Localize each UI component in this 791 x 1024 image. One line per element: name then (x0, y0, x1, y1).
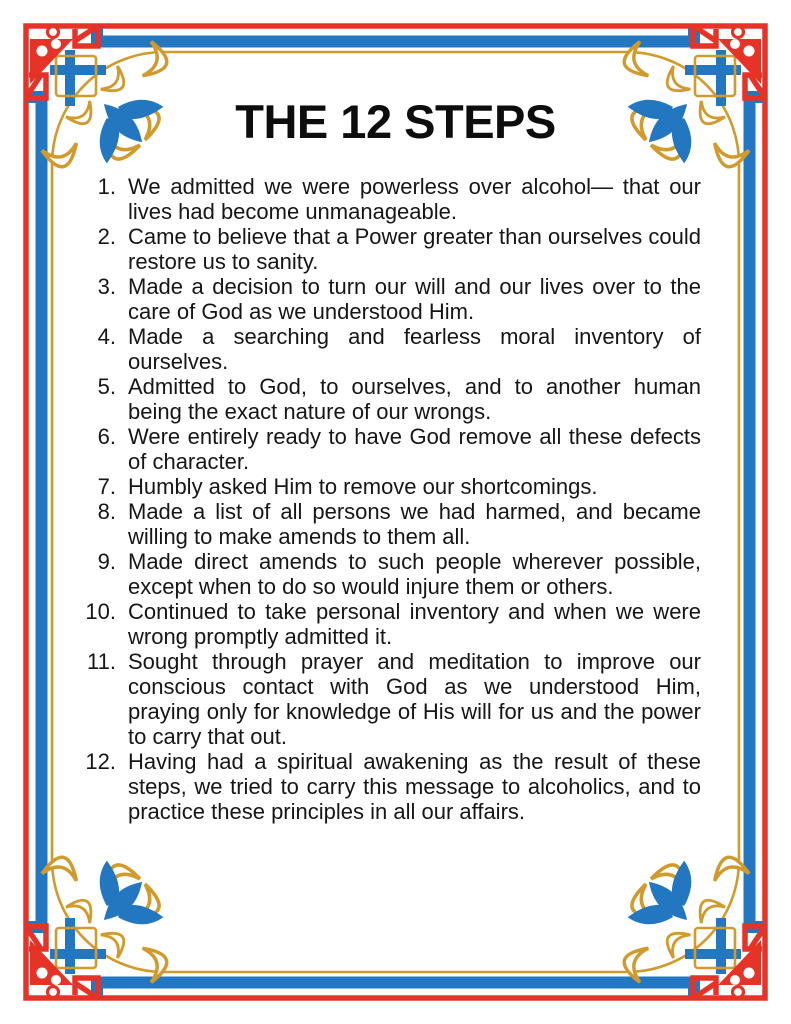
step-number: 8. (97, 499, 116, 525)
step-item-2 (85, 224, 701, 274)
step-number: 1. (97, 174, 116, 200)
step-number: 3. (97, 274, 116, 300)
step-number: 7. (97, 474, 116, 500)
step-item-6 (85, 424, 701, 474)
step-number: 4. (97, 324, 116, 350)
step-item-12 (85, 749, 701, 824)
step-item-11 (85, 649, 701, 749)
step-number: 12. (85, 749, 116, 775)
step-item-3 (85, 274, 701, 324)
step-text: Humbly asked Him to remove our shortcomings. (128, 474, 598, 500)
step-text: Sought through prayer and meditation to improve our conscious contact with God as we understood Him, praying only for knowledge of His will for us and the power to carry that out. (128, 649, 701, 750)
steps-list (85, 174, 701, 824)
step-item-9 (85, 549, 701, 599)
step-item-5 (85, 374, 701, 424)
step-number: 2. (97, 224, 116, 250)
step-number: 9. (97, 549, 116, 575)
step-item-7 (85, 474, 701, 499)
step-text: Having had a spiritual awakening as the result of these steps, we tried to carry this message to alcoholics, and to practice these principles in all our affairs. (128, 749, 701, 825)
step-text: Admitted to God, to ourselves, and to another human being the exact nature of our wrongs. (128, 374, 701, 425)
step-item-8 (85, 499, 701, 549)
step-item-10 (85, 599, 701, 649)
step-item-4 (85, 324, 701, 374)
step-text: Made a decision to turn our will and our lives over to the care of God as we understood Him. (128, 274, 701, 325)
step-text: We admitted we were powerless over alcohol— that our lives had become unmanageable. (128, 174, 701, 225)
step-text: Made a searching and fearless moral inventory of ourselves. (128, 324, 701, 375)
step-number: 10. (85, 599, 116, 625)
step-item-1 (85, 174, 701, 224)
step-number: 6. (97, 424, 116, 450)
step-text: Made direct amends to such people wherever possible, except when to do so would injure them or others. (128, 549, 701, 600)
step-number: 11. (87, 649, 116, 675)
step-text: Were entirely ready to have God remove all these defects of character. (128, 424, 701, 475)
step-text: Continued to take personal inventory and when we were wrong promptly admitted it. (128, 599, 701, 650)
step-text: Made a list of all persons we had harmed, and became willing to make amends to them all. (128, 499, 701, 550)
page-title: THE 12 STEPS (235, 95, 556, 148)
step-text: Came to believe that a Power greater than ourselves could restore us to sanity. (128, 224, 701, 275)
step-number: 5. (97, 374, 116, 400)
